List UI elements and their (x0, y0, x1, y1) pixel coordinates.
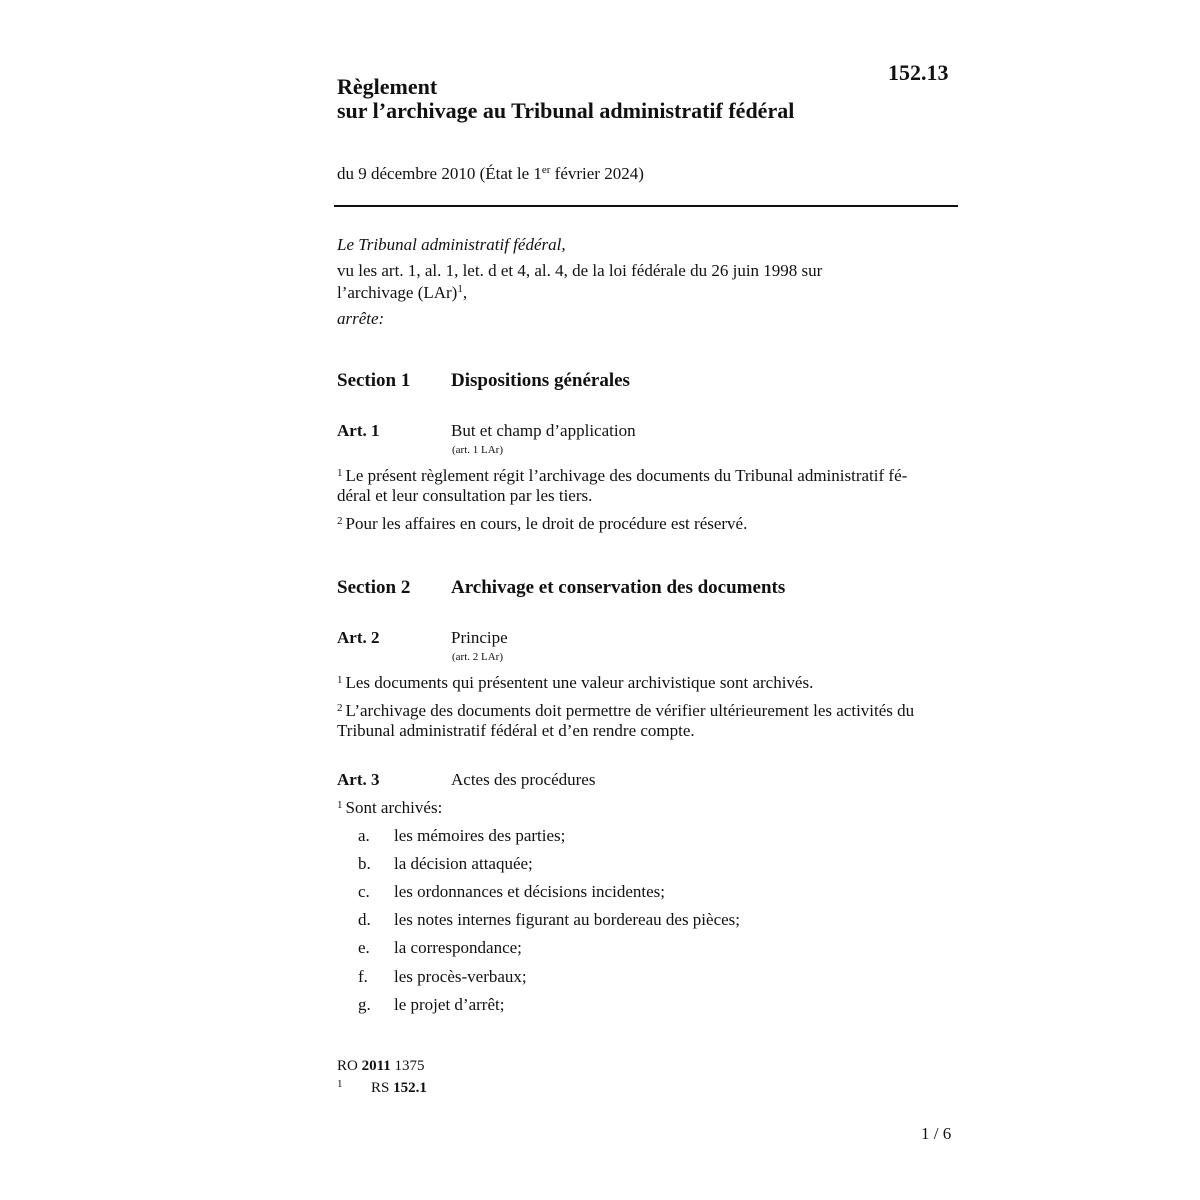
art-2-label: Art. 2 (337, 628, 380, 647)
list-item: les procès-verbaux; (394, 967, 527, 986)
paragraph-text: Pour les affaires en cours, le droit de procédure est réservé. (345, 514, 748, 533)
list-item-letter: f. (358, 967, 368, 986)
paragraph-number: 1 (337, 799, 343, 811)
document-number: 152.13 (888, 60, 949, 85)
header-divider (334, 205, 958, 207)
list-item: les notes internes figurant au bordereau des pièces; (394, 910, 741, 929)
page-counter: 1 / 6 (921, 1124, 952, 1143)
paragraph-text: Sont archivés: (345, 798, 443, 817)
paragraph-text: L’archivage des documents doit permettre de vérifier ultérieurement les activités du (345, 701, 915, 720)
footnote-1-mark: 1 (337, 1078, 343, 1090)
section-1-title: Dispositions générales (451, 370, 630, 391)
list-item: les ordonnances et décisions incidentes; (394, 882, 665, 901)
list-item-letter: e. (358, 938, 370, 957)
publication-reference (337, 1058, 425, 1075)
list-item: la correspondance; (394, 938, 522, 957)
art-1-paragraph-1-line-2: déral et leur consultation par les tiers. (337, 486, 593, 505)
ro-page: 1375 (390, 1058, 425, 1074)
document-title-line-2: sur l’archivage au Tribunal administratif fédéral (337, 98, 795, 123)
art-3-title: Actes des procédures (451, 770, 596, 789)
paragraph-number: 2 (337, 702, 343, 714)
section-2-label: Section 2 (337, 577, 411, 598)
footnote-1-prefix: RS (371, 1080, 394, 1096)
section-1-label: Section 1 (337, 370, 411, 391)
paragraph-number: 1 (337, 467, 343, 479)
document-date (337, 164, 644, 184)
art-2-paragraph-2-line-1 (337, 701, 914, 721)
date-prefix: du 9 décembre 2010 (État le 1 (337, 164, 542, 183)
preamble-basis-line-2 (337, 283, 467, 303)
date-suffix: février 2024) (550, 164, 644, 183)
preamble-basis-end: , (462, 283, 468, 302)
document-title-line-1: Règlement (337, 74, 438, 99)
paragraph-number: 2 (337, 515, 343, 527)
date-superscript: er (541, 164, 551, 176)
footnote-1 (371, 1080, 427, 1097)
section-2-title: Archivage et conservation des documents (451, 577, 786, 598)
preamble-authority: Le Tribunal administratif fédéral, (337, 235, 566, 254)
ro-year: 2011 (361, 1058, 391, 1074)
list-item-letter: b. (358, 854, 371, 873)
list-item-letter: d. (358, 910, 371, 929)
ro-prefix: RO (337, 1058, 362, 1074)
art-2-paragraph-2-line-2: Tribunal administratif fédéral et d’en rendre compte. (337, 721, 695, 740)
list-item: les mémoires des parties; (394, 826, 566, 845)
art-2-paragraph-1 (337, 673, 813, 693)
art-2-title: Principe (451, 628, 508, 647)
list-item-letter: c. (358, 882, 370, 901)
art-3-paragraph-1 (337, 798, 442, 818)
footnote-1-reference: 152.1 (393, 1080, 427, 1096)
art-1-reference: (art. 1 LAr) (452, 444, 504, 456)
list-item-letter: a. (358, 826, 370, 845)
art-1-title: But et champ d’application (451, 421, 636, 440)
art-1-label: Art. 1 (337, 421, 380, 440)
art-2-reference: (art. 2 LAr) (452, 651, 504, 663)
paragraph-text: Les documents qui présentent une valeur archivistique sont archivés. (345, 673, 814, 692)
list-item: le projet d’arrêt; (394, 995, 505, 1014)
paragraph-number: 1 (337, 674, 343, 686)
preamble-basis-text: l’archivage (LAr) (337, 283, 458, 302)
preamble-decree: arrête: (337, 309, 385, 328)
list-item-letter: g. (358, 995, 371, 1014)
art-1-paragraph-1-line-1 (337, 466, 907, 486)
preamble-basis-line-1: vu les art. 1, al. 1, let. d et 4, al. 4, de la loi fédérale du 26 juin 1998 sur (337, 261, 823, 280)
art-1-paragraph-2 (337, 514, 747, 534)
footnote-ref-1[interactable]: 1 (457, 283, 463, 295)
art-3-label: Art. 3 (337, 770, 380, 789)
list-item: la décision attaquée; (394, 854, 533, 873)
paragraph-text: Le présent règlement régit l’archivage des documents du Tribunal administratif fé- (345, 466, 908, 485)
